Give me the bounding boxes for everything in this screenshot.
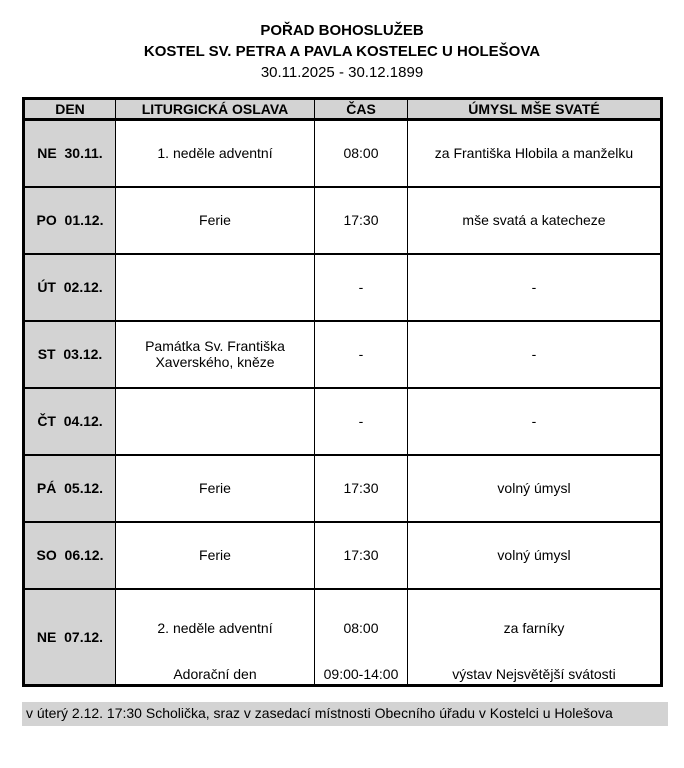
liturgy-cell bbox=[116, 388, 315, 455]
table-row bbox=[24, 120, 662, 187]
day-cell: ČT 04.12. bbox=[24, 388, 116, 455]
intention-main-text: za farníky bbox=[503, 619, 565, 636]
intention-cell: volný úmysl bbox=[408, 522, 662, 589]
title-block bbox=[0, 20, 684, 83]
intention-cell bbox=[408, 589, 662, 686]
intention-cell: - bbox=[408, 388, 662, 455]
liturgy-cell bbox=[116, 589, 315, 686]
table-row bbox=[24, 455, 662, 522]
time-secondary-text: 09:00-14:00 bbox=[323, 665, 399, 682]
liturgy-cell: Památka Sv. Františka Xaverského, kněze bbox=[116, 321, 315, 388]
day-cell: PÁ 05.12. bbox=[24, 455, 116, 522]
column-header-oslava: LITURGICKÁ OSLAVA bbox=[116, 99, 315, 120]
day-cell: NE 07.12. bbox=[24, 589, 116, 686]
day-cell: SO 06.12. bbox=[24, 522, 116, 589]
column-header-den: DEN bbox=[24, 99, 116, 120]
time-cell bbox=[315, 589, 408, 686]
page-title: POŘAD BOHOSLUŽEB bbox=[260, 22, 424, 39]
day-cell: ÚT 02.12. bbox=[24, 254, 116, 321]
table-row bbox=[24, 589, 662, 686]
time-cell: - bbox=[315, 388, 408, 455]
table-row bbox=[24, 254, 662, 321]
table-row bbox=[24, 321, 662, 388]
day-cell: PO 01.12. bbox=[24, 187, 116, 254]
column-header-umysl: ÚMYSL MŠE SVATÉ bbox=[408, 99, 662, 120]
time-cell: - bbox=[315, 254, 408, 321]
intention-cell: za Františka Hlobila a manželku bbox=[408, 120, 662, 187]
day-cell: ST 03.12. bbox=[24, 321, 116, 388]
table-header-row bbox=[24, 99, 662, 120]
table-row bbox=[24, 187, 662, 254]
liturgy-cell: Ferie bbox=[116, 187, 315, 254]
intention-cell: - bbox=[408, 254, 662, 321]
page-subtitle: KOSTEL SV. PETRA A PAVLA KOSTELEC U HOLEŠOVA bbox=[143, 43, 541, 60]
intention-secondary-text: výstav Nejsvětější svátosti bbox=[452, 665, 616, 682]
liturgy-secondary-text: Adorační den bbox=[173, 665, 257, 682]
intention-cell: volný úmysl bbox=[408, 455, 662, 522]
date-range: 30.11.2025 - 30.12.1899 bbox=[260, 64, 424, 81]
time-cell: 17:30 bbox=[315, 455, 408, 522]
time-cell: 17:30 bbox=[315, 187, 408, 254]
table-row bbox=[24, 522, 662, 589]
liturgy-main-text: 2. neděle adventní bbox=[157, 619, 273, 636]
schedule-table bbox=[22, 97, 663, 687]
table-row bbox=[24, 388, 662, 455]
time-cell: 08:00 bbox=[315, 120, 408, 187]
liturgy-cell: 1. neděle adventní bbox=[116, 120, 315, 187]
intention-cell: - bbox=[408, 321, 662, 388]
footer-note: v úterý 2.12. 17:30 Scholička, sraz v zasedací místnosti Obecního úřadu v Kostelci u Holešova bbox=[22, 702, 668, 726]
intention-cell: mše svatá a katecheze bbox=[408, 187, 662, 254]
time-cell: - bbox=[315, 321, 408, 388]
time-cell: 17:30 bbox=[315, 522, 408, 589]
liturgy-cell: Ferie bbox=[116, 455, 315, 522]
liturgy-cell bbox=[116, 254, 315, 321]
column-header-cas: ČAS bbox=[315, 99, 408, 120]
liturgy-cell: Ferie bbox=[116, 522, 315, 589]
day-cell: NE 30.11. bbox=[24, 120, 116, 187]
time-main-text: 08:00 bbox=[343, 619, 379, 636]
